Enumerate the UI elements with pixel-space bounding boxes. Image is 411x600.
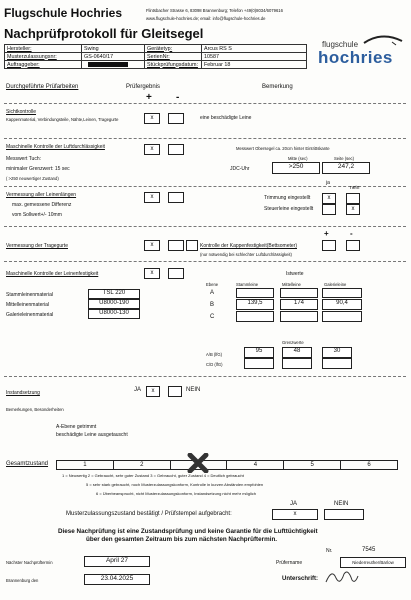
- sicht-desc: Kappenmaterial, Verbindungsteile, Nähte,Leinen, Tragegurte: [6, 117, 119, 122]
- col-comment: Bemerkung: [262, 84, 293, 90]
- luft-mitte-label: Mitte (sec): [288, 156, 308, 161]
- verm-trimm: Trimmung eingestellt: [264, 195, 311, 201]
- steuer-ja-box[interactable]: [322, 204, 336, 215]
- redaction-bar: [88, 62, 128, 67]
- logo-big-text: hochries: [318, 48, 393, 67]
- kappe-note: (nur notwendig bei schlechter Luftdurchlässigkeit): [200, 252, 292, 257]
- gesamt-scale: [56, 460, 398, 470]
- document-title: Nachprüfprotokoll für Gleitsegel: [4, 26, 204, 41]
- stueck-value: Februar 18: [202, 61, 307, 69]
- a-gal[interactable]: [322, 288, 362, 298]
- verm-desc2: vom Sollwert+/- 10mm: [12, 212, 62, 218]
- col-plus: +: [146, 92, 152, 103]
- sicht-comment: eine beschädigte Leine: [200, 115, 252, 121]
- verm-steuer: Steuerleine eingestellt: [264, 206, 314, 212]
- kappe-minus-box[interactable]: [346, 240, 360, 251]
- legend-2: 5 = sehr stark gebraucht, noch Musterzulassungskonform, Kontrolle in kurzen Abständen empfohlen: [86, 482, 264, 487]
- row-c-label: C: [210, 314, 215, 320]
- hersteller-value: Swing: [82, 45, 145, 53]
- col-result: Prüfergebnis: [126, 84, 161, 90]
- kappe-check-box[interactable]: [186, 240, 198, 251]
- gesamt-title: Gesamtzustand: [6, 461, 49, 467]
- muster-question: Musterzulassungszustand bestätigt / Prüfstempel aufgebracht:: [66, 511, 232, 517]
- col-work: Durchgeführte Prüfarbeiten: [6, 84, 79, 90]
- a-stamm[interactable]: [236, 288, 274, 298]
- verm-title: Vermessung aller Leinenlängen: [6, 192, 77, 198]
- info-table: [4, 44, 307, 69]
- cd-gal[interactable]: [322, 358, 352, 369]
- sicht-plus-box[interactable]: x: [144, 113, 160, 124]
- c-gal[interactable]: [322, 311, 362, 322]
- verm-plus-box[interactable]: x: [144, 192, 160, 203]
- instand-ja: JA: [134, 387, 142, 393]
- kappe-plus: +: [324, 229, 329, 238]
- serien-label: SerienNr:: [145, 53, 202, 61]
- leinen-plus-box[interactable]: x: [144, 268, 160, 279]
- c-stamm[interactable]: [236, 311, 274, 322]
- muster-ja-box[interactable]: x: [272, 509, 318, 520]
- verm-minus-box[interactable]: [168, 192, 184, 203]
- disclaimer-1: Diese Nachprüfung ist eine Zustandsprüfung und keine Garantie für die Lufttüchtigkeit: [58, 528, 318, 535]
- luft-seite-label: Seite (sec): [334, 156, 355, 161]
- cd-label: C/D (lfG): [206, 362, 223, 367]
- signature-scribble: [322, 566, 362, 588]
- instand-ja-box[interactable]: x: [146, 386, 160, 397]
- leinen-stamm-head: Stammleine: [236, 282, 259, 287]
- paraglider-logo-icon: [362, 33, 404, 47]
- trage-minus-box[interactable]: [168, 240, 184, 251]
- ab-mittel[interactable]: 48: [282, 347, 312, 358]
- nr-label: Nr.: [326, 548, 333, 554]
- gal-mat-label: Galerieleinenmaterial: [6, 312, 54, 318]
- luft-minus-box[interactable]: [168, 144, 184, 155]
- school-name: Flugschule Hochries: [4, 6, 123, 20]
- b-mittel[interactable]: 174: [280, 299, 318, 310]
- luft-mitte-value[interactable]: >250: [272, 162, 320, 174]
- logo-small-text: flugschule: [322, 40, 359, 49]
- ab-label: A/B (lfG): [206, 352, 223, 357]
- next-value[interactable]: April 27: [84, 556, 150, 567]
- next-label: Nächster Nachprüftermin: [6, 560, 53, 565]
- kappe-minus: -: [350, 229, 353, 238]
- selected-cross-icon: [187, 453, 209, 473]
- muster-ja-label: JA: [290, 501, 298, 507]
- ab-gal[interactable]: 30: [322, 347, 352, 358]
- grade-6[interactable]: 6: [341, 461, 398, 470]
- muster-label: Musterzulassungsnr:: [5, 53, 82, 61]
- trimm-ja-box[interactable]: x: [322, 193, 336, 204]
- b-gal[interactable]: 90,4: [322, 299, 362, 310]
- auftrag-value: [82, 61, 145, 69]
- luft-grenz: minimaler Grenzwert: 15 sec: [6, 166, 70, 172]
- luft-seite-value[interactable]: 247,2: [322, 162, 370, 174]
- instand-nein: NEIN: [186, 387, 201, 393]
- grade-4[interactable]: 4: [227, 461, 284, 470]
- instand-nein-box[interactable]: [168, 386, 182, 397]
- note-1: A-Ebene getrimmt: [56, 424, 97, 430]
- col-minus: -: [176, 92, 180, 103]
- leinen-galerie-head: Galerieleine: [324, 282, 347, 287]
- a-mittel[interactable]: [280, 288, 318, 298]
- steuer-nein-box[interactable]: x: [346, 204, 360, 215]
- pruef-value[interactable]: Niederreuther/Barlow: [340, 557, 406, 568]
- nr-value: 7545: [362, 547, 376, 553]
- luft-jdc: JDC-Uhr: [230, 166, 250, 172]
- hersteller-label: Hersteller:: [5, 45, 82, 53]
- stueck-label: Stückprüfungsdatum:: [145, 61, 202, 69]
- unterschrift-label: Unterschrift:: [282, 576, 319, 582]
- grenzwerte-label: Grenzwerte: [282, 340, 304, 345]
- ort-label: Brannenburg den: [6, 578, 39, 583]
- trage-plus-box[interactable]: x: [144, 240, 160, 251]
- luft-title: Maschinelle Kontrolle der Luftdurchlässigkeit: [6, 144, 105, 150]
- row-b-label: B: [210, 302, 215, 308]
- school-web: www.flugschule-hochries.de; email: info@flugschule-hochries.de: [146, 16, 266, 21]
- mittel-mat-label: Mittelleinenmaterial: [6, 302, 50, 308]
- sicht-title: Sichtkontrolle: [6, 109, 37, 115]
- grade-5[interactable]: 5: [284, 461, 341, 470]
- legend-3: 6 = Überbeansprucht, nicht Musterzulassungskonform, Instandsetzung nicht mehr möglich: [96, 491, 256, 496]
- leinen-mittel-head: Mittelleine: [282, 282, 301, 287]
- auftrag-label: Auftraggeber:: [5, 61, 82, 69]
- trage-title: Vermessung der Tragegurte: [6, 243, 68, 249]
- cd-mittel[interactable]: [282, 358, 312, 369]
- cd-stamm[interactable]: [244, 358, 274, 369]
- note-2: beschädigte Leine ausgetauscht: [56, 432, 128, 438]
- leinen-ebene: Ebene: [206, 282, 219, 287]
- grade-1[interactable]: 1: [57, 461, 114, 470]
- leinen-title: Maschinelle Kontrolle der Leinenfestigkeit: [6, 271, 99, 277]
- ort-date[interactable]: 23.04.2025: [84, 574, 150, 585]
- leinen-istwerte: Istwerte: [286, 271, 304, 277]
- grade-2[interactable]: 2: [113, 461, 170, 470]
- legend-1: 1 = Neuwertig 2 = Gebraucht, sehr guter Zustand 3 = Gebraucht, guter Zustand 4 = Deutlich gebraucht: [62, 473, 244, 478]
- gal-mat-value[interactable]: U8000-130: [88, 309, 140, 319]
- luft-plus-box[interactable]: x: [144, 144, 160, 155]
- c-mittel[interactable]: [280, 311, 318, 322]
- muster-value: GS-0640/17: [82, 53, 145, 61]
- kappe-title: Kontrolle der Kappenfestigkeit(Bettsometer): [200, 243, 297, 249]
- muster-nein-box[interactable]: [324, 509, 364, 520]
- verm-ja: ja: [326, 180, 330, 186]
- instand-title: Instandsetzung: [6, 390, 40, 396]
- serien-value: 10587: [202, 53, 307, 61]
- pruef-label: Prüfername: [276, 560, 303, 566]
- sicht-minus-box[interactable]: [168, 113, 184, 124]
- luft-ober: Messwert Obersegel ca. 20cm hinter Eintrittskante: [236, 146, 330, 151]
- stamm-mat-label: Stammleinenmaterial: [6, 292, 53, 298]
- ab-stamm[interactable]: 95: [244, 347, 274, 358]
- bemerkungen-label: Bemerkungen, Besonderheiten: [6, 407, 64, 412]
- disclaimer-2: über den gesamten Zeitraum bis zum nächsten Nachprüftermin.: [86, 536, 278, 543]
- luft-gemessen: Messwert Tuch:: [6, 156, 42, 162]
- kappe-plus-box[interactable]: [322, 240, 336, 251]
- stamm-mat-value[interactable]: TSL 220: [88, 289, 140, 299]
- geraet-value: Arcus RS S: [202, 45, 307, 53]
- b-stamm[interactable]: 139,5: [236, 299, 274, 310]
- luft-neu: ( >250 neuwertiger Zustand): [6, 176, 59, 181]
- row-a-label: A: [210, 290, 215, 296]
- trimm-nein-box[interactable]: [346, 193, 360, 204]
- school-address: Flintsbacher Strasse 6, 83098 Brannenburg; Telefon +49(0)8034/6079616: [146, 8, 283, 13]
- muster-nein-label: NEIN: [334, 501, 349, 507]
- leinen-minus-box[interactable]: [168, 268, 184, 279]
- verm-desc1: max. gemessene Differenz: [12, 202, 72, 208]
- geraet-label: Gerätetyp:: [145, 45, 202, 53]
- verm-nein: nein: [350, 185, 360, 191]
- mittel-mat-value[interactable]: U8000-190: [88, 299, 140, 309]
